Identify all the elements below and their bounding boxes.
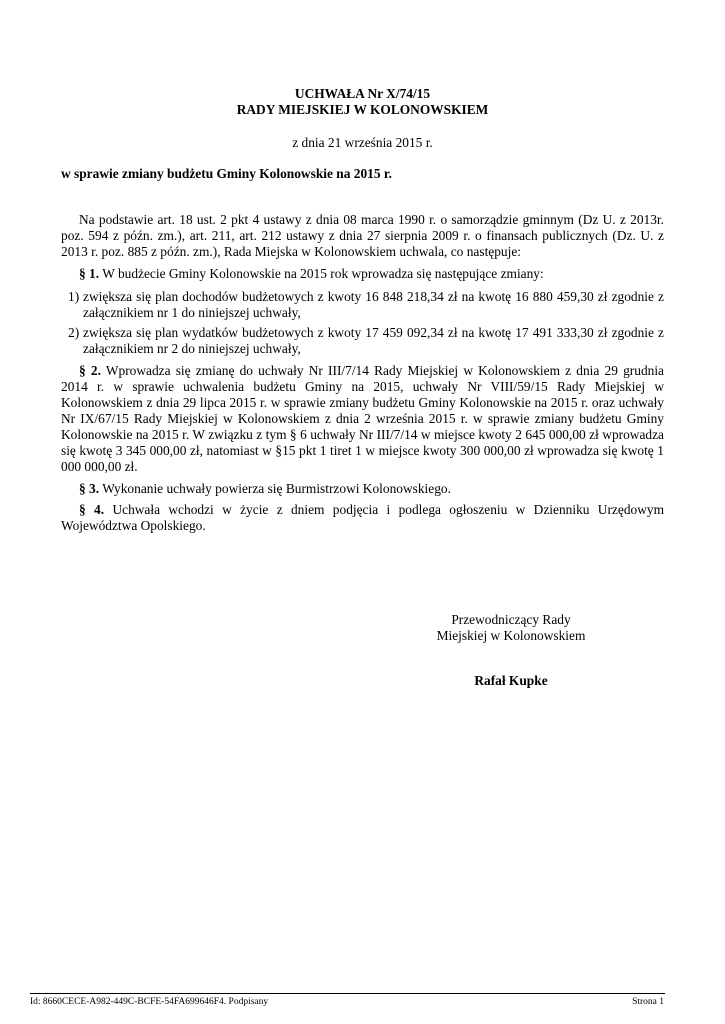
preamble-paragraph: Na podstawie art. 18 ust. 2 pkt 4 ustawy z dnia 08 marca 1990 r. o samorządzie gminnym (Dz U. z 2013r. poz. 594 z późn. zm.), art. 211, art. 212 ustawy z dnia 27 sierpnia 2009 r. o finansach publicznych (Dz. U. z 2013 r. poz. 885 z późn. zm.), Rada Miejska w Kolonowskiem uchwala, co następuje:: [61, 212, 664, 259]
section-2-text: Wprowadza się zmianę do uchwały Nr III/7/14 Rady Miejskiej w Kolonowskiem z dnia 29 grudnia 2014 r. w sprawie uchwalenia budżetu Gminy na 2015, uchwały Nr VIII/59/15 Rady Miejskiej w Kolonowskiem z dnia 29 lipca 2015 r. w sprawie zmiany budżetu Gminy Kolonowskie na 2015 r. oraz uchwały Nr IX/67/15 Rady Miejskiej w Kolonowskiem z dnia 2 września 2015 r. w sprawie zmiany budżetu Gminy Kolonowskie na 2015 r. W związku z tym § 6 uchwały Nr III/7/14 w miejsce kwoty 2 645 000,00 zł wprowadza się kwotę 3 345 000,00 zł, natomiast w §15 pkt 1 tiret 1 w miejsce kwoty 300 000,00 zł wprowadza się kwotę 1 000 000,00 zł.: [61, 363, 664, 474]
document-id: Id: 8660CECE-A982-449C-BCFE-54FA699646F4. Podpisany: [30, 997, 269, 1007]
signature-block: [400, 612, 622, 644]
list-item: [68, 325, 664, 357]
section-1-label: § 1.: [79, 266, 100, 281]
list-item-text: zwiększa się plan wydatków budżetowych z kwoty 17 459 092,34 zł na kwotę 17 491 333,30 zł zgodnie z załącznikiem nr 2 do niniejszej uchwały,: [83, 325, 664, 356]
resolution-date: z dnia 21 września 2015 r.: [292, 135, 433, 150]
section-4-label: § 4.: [79, 502, 105, 517]
list-item: [68, 289, 664, 321]
footer-divider: [30, 993, 665, 994]
section-3-text: Wykonanie uchwały powierza się Burmistrzowi Kolonowskiego.: [102, 481, 451, 496]
signature-role-line-1: Przewodniczący Rady: [451, 612, 571, 627]
section-2-label: § 2.: [79, 363, 101, 378]
list-item-number: 2): [68, 325, 80, 340]
section-2-paragraph: [61, 363, 664, 475]
page-number: Strona 1: [632, 997, 664, 1007]
signature-role-line-2: Miejskiej w Kolonowskiem: [436, 628, 586, 643]
section-3-label: § 3.: [79, 481, 100, 496]
title-line-1: UCHWAŁA Nr X/74/15: [294, 86, 431, 101]
resolution-title: [0, 86, 725, 118]
section-3-paragraph: [61, 481, 664, 497]
resolution-subject: w sprawie zmiany budżetu Gminy Kolonowskie na 2015 r.: [61, 166, 392, 181]
section-1-text: W budżecie Gminy Kolonowskie na 2015 rok wprowadza się następujące zmiany:: [102, 266, 544, 281]
list-item-number: 1): [68, 289, 80, 304]
list-item-text: zwiększa się plan dochodów budżetowych z kwoty 16 848 218,34 zł na kwotę 16 880 459,30 zł zgodnie z załącznikiem nr 1 do niniejszej uchwały,: [83, 289, 664, 320]
title-line-2: RADY MIEJSKIEJ W KOLONOWSKIEM: [236, 102, 489, 117]
section-4-text: Uchwała wchodzi w życie z dniem podjęcia i podlega ogłoszeniu w Dzienniku Urzędowym Województwa Opolskiego.: [61, 502, 664, 533]
section-4-paragraph: [61, 502, 664, 534]
section-1-paragraph: [61, 266, 664, 282]
signature-name: Rafał Kupke: [474, 673, 548, 688]
